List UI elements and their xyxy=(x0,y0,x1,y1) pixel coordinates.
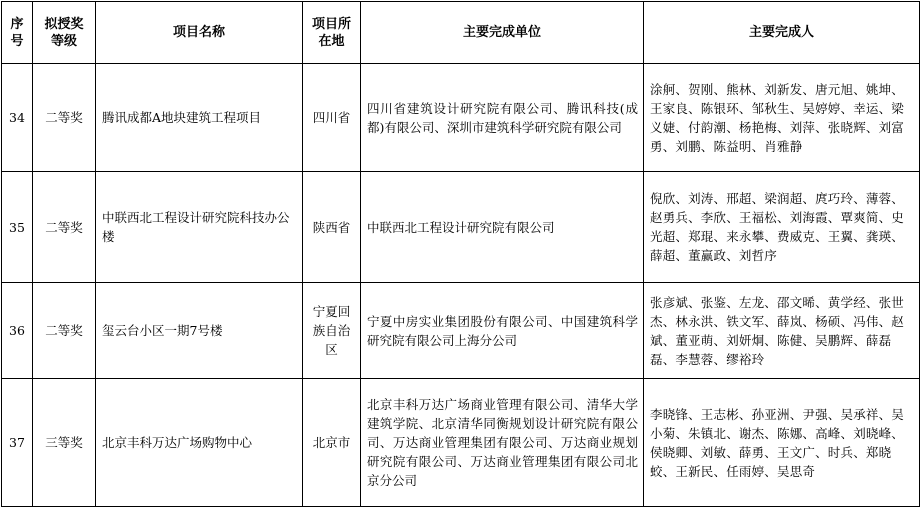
project-name-cell: 玺云台小区一期7号楼 xyxy=(96,283,303,379)
main-people-cell: 李晓锋、王志彬、孙亚洲、尹强、吴承祥、吴小菊、朱镇北、谢杰、陈娜、高峰、刘晓峰、侯晓卿、刘敏、薛勇、王文广、时兵、郑晓蛟、王新民、任雨婷、吴思奇 xyxy=(644,379,920,507)
serial-number-cell: 36 xyxy=(2,283,33,379)
main-people-cell: 涂舸、贺刚、熊林、刘新发、唐元旭、姚坤、王家良、陈银环、邹秋生、吴婷婷、幸运、梁义婕、付韵潮、杨艳梅、刘萍、张晓辉、刘富勇、刘鹏、陈益明、肖雅静 xyxy=(644,64,920,172)
header-main-units: 主要完成单位 xyxy=(361,2,644,64)
project-location-cell: 陕西省 xyxy=(303,172,361,283)
main-units-cell: 宁夏中房实业集团股份有限公司、中国建筑科学研究院有限公司上海分公司 xyxy=(361,283,644,379)
award-table xyxy=(1,1,920,507)
award-level-cell: 二等奖 xyxy=(33,172,96,283)
serial-number-cell: 35 xyxy=(2,172,33,283)
main-people-cell: 倪欣、刘涛、邢超、梁润超、庹巧玲、薄蓉、赵勇兵、李欣、王福松、刘海霞、覃爽简、史光超、郑琨、来永攀、费威克、王翼、龚瑛、薛超、董赢政、刘哲序 xyxy=(644,172,920,283)
table-row xyxy=(2,172,920,283)
project-location-cell: 四川省 xyxy=(303,64,361,172)
project-name-cell: 腾讯成都A地块建筑工程项目 xyxy=(96,64,303,172)
header-award-level: 拟授奖等级 xyxy=(33,2,96,64)
award-level-cell: 二等奖 xyxy=(33,283,96,379)
serial-number-cell: 37 xyxy=(2,379,33,507)
table-row xyxy=(2,283,920,379)
award-level-cell: 三等奖 xyxy=(33,379,96,507)
main-units-cell: 中联西北工程设计研究院有限公司 xyxy=(361,172,644,283)
main-units-cell: 四川省建筑设计研究院有限公司、腾讯科技(成都)有限公司、深圳市建筑科学研究院有限公司 xyxy=(361,64,644,172)
award-level-cell: 二等奖 xyxy=(33,64,96,172)
table-row xyxy=(2,379,920,507)
project-name-cell: 中联西北工程设计研究院科技办公楼 xyxy=(96,172,303,283)
header-main-people: 主要完成人 xyxy=(644,2,920,64)
main-people-cell: 张彦斌、张鉴、左龙、邵文晞、黄学经、张世杰、林永洪、铁文军、薛岚、杨硕、冯伟、赵斌、董亚萌、刘妍炯、陈健、吴鹏辉、薛磊磊、李慧蓉、缪裕玲 xyxy=(644,283,920,379)
project-name-cell: 北京丰科万达广场购物中心 xyxy=(96,379,303,507)
table-row xyxy=(2,64,920,172)
header-project-name: 项目名称 xyxy=(96,2,303,64)
project-location-cell: 北京市 xyxy=(303,379,361,507)
serial-number-cell: 34 xyxy=(2,64,33,172)
header-project-location: 项目所在地 xyxy=(303,2,361,64)
main-units-cell: 北京丰科万达广场商业管理有限公司、清华大学建筑学院、北京清华同衡规划设计研究院有限公司、万达商业管理集团有限公司、万达商业规划研究院有限公司、万达商业管理集团有限公司北京分公司 xyxy=(361,379,644,507)
project-location-cell: 宁夏回族自治区 xyxy=(303,283,361,379)
header-serial-number: 序号 xyxy=(2,2,33,64)
table-header-row xyxy=(2,2,920,64)
